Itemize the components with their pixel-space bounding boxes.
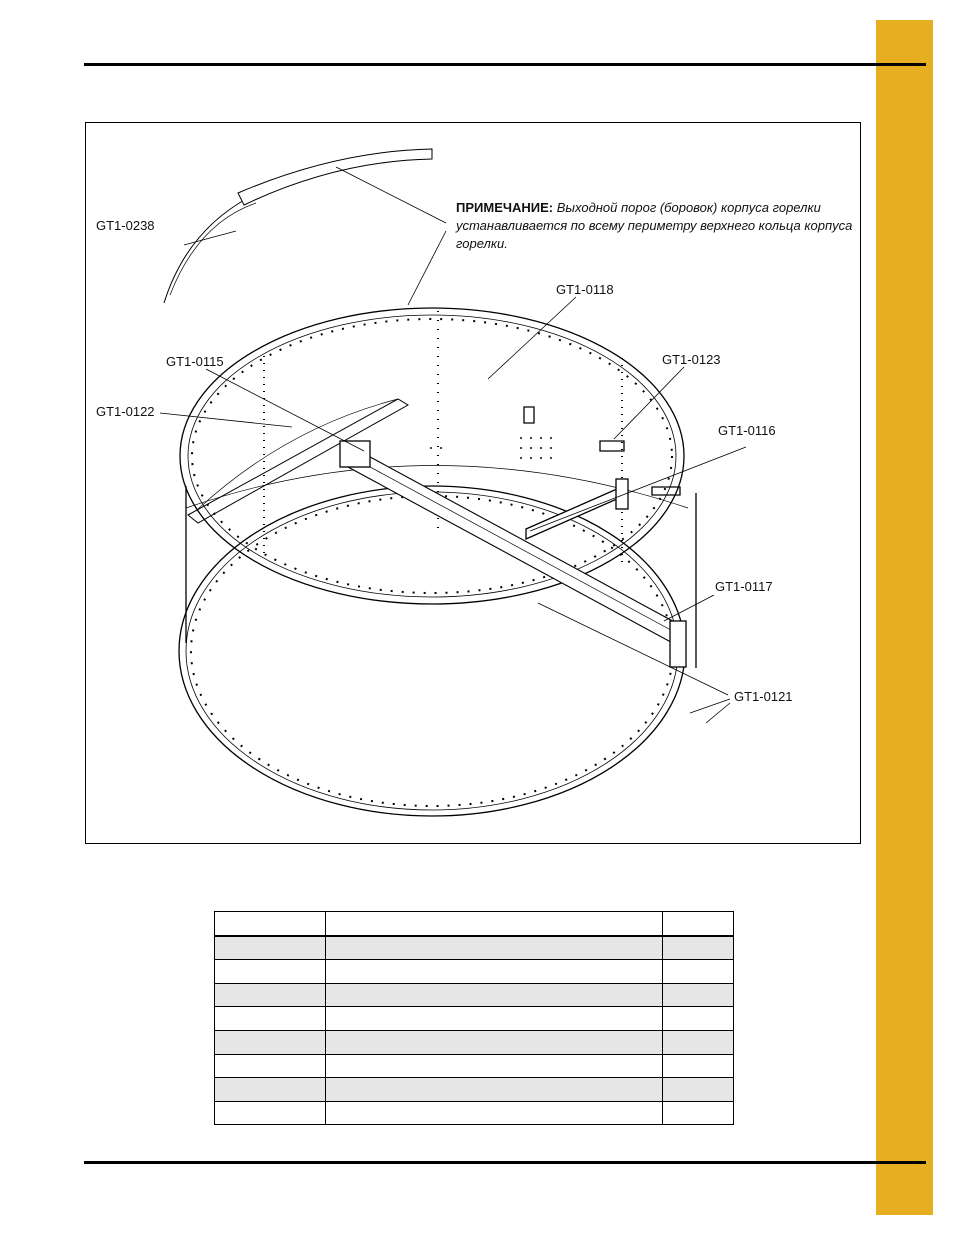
table-cell bbox=[215, 1030, 326, 1054]
callout-gt1-0123: GT1-0123 bbox=[662, 352, 721, 367]
top-rule bbox=[84, 63, 926, 66]
table-cell bbox=[326, 912, 663, 936]
callout-gt1-0121: GT1-0121 bbox=[734, 689, 793, 704]
table-cell bbox=[326, 960, 663, 984]
callout-gt1-0238: GT1-0238 bbox=[96, 218, 155, 233]
table-cell bbox=[215, 1101, 326, 1125]
table-cell bbox=[215, 960, 326, 984]
table-cell bbox=[663, 1078, 734, 1102]
table-cell bbox=[663, 983, 734, 1007]
table-row bbox=[215, 1101, 734, 1125]
installation-note bbox=[456, 199, 856, 253]
exploded-view-figure bbox=[85, 122, 861, 844]
table-row bbox=[215, 1078, 734, 1102]
callout-gt1-0122: GT1-0122 bbox=[96, 404, 155, 419]
table-cell bbox=[326, 1030, 663, 1054]
callout-gt1-0116: GT1-0116 bbox=[718, 423, 776, 438]
table-cell bbox=[215, 1078, 326, 1102]
bottom-rule bbox=[84, 1161, 926, 1164]
table-row bbox=[215, 983, 734, 1007]
table-cell bbox=[326, 1101, 663, 1125]
table-row bbox=[215, 1007, 734, 1031]
table-cell bbox=[215, 983, 326, 1007]
top-ring-outer bbox=[180, 308, 684, 604]
table-row bbox=[215, 960, 734, 984]
table-cell bbox=[215, 912, 326, 936]
table-row bbox=[215, 1054, 734, 1078]
table-row bbox=[215, 936, 734, 960]
table-cell bbox=[663, 960, 734, 984]
table-cell bbox=[326, 983, 663, 1007]
callout-gt1-0118: GT1-0118 bbox=[556, 282, 614, 297]
table-cell bbox=[326, 936, 663, 960]
table-cell bbox=[215, 936, 326, 960]
table-cell bbox=[663, 1054, 734, 1078]
table-cell bbox=[663, 1101, 734, 1125]
table-cell bbox=[326, 1007, 663, 1031]
table-row bbox=[215, 1030, 734, 1054]
table-cell bbox=[663, 1030, 734, 1054]
table-cell bbox=[663, 912, 734, 936]
bottom-ring-outer bbox=[179, 486, 685, 816]
parts-table bbox=[214, 911, 734, 1125]
table-cell bbox=[326, 1078, 663, 1102]
table-cell bbox=[326, 1054, 663, 1078]
table-cell bbox=[663, 936, 734, 960]
table-row bbox=[215, 912, 734, 936]
table-cell bbox=[215, 1054, 326, 1078]
callout-gt1-0115: GT1-0115 bbox=[166, 354, 224, 369]
table-cell bbox=[663, 1007, 734, 1031]
note-text: Выходной порог (боровок) корпуса горелки устанавливается по всему периметру верхнего кольца корпуса горелки. bbox=[456, 200, 853, 251]
callout-gt1-0117: GT1-0117 bbox=[715, 579, 773, 594]
note-label: ПРИМЕЧАНИЕ: bbox=[456, 200, 554, 215]
side-tab bbox=[876, 20, 933, 1215]
table-cell bbox=[215, 1007, 326, 1031]
